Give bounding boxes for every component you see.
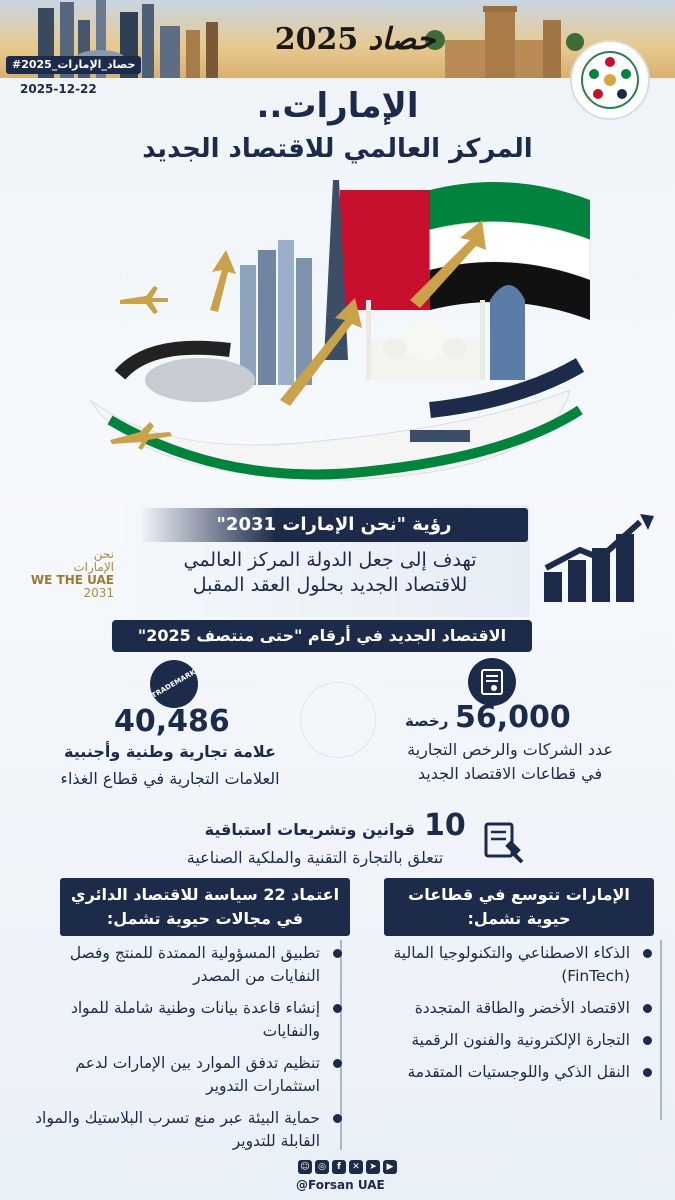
youtube-icon[interactable]: ▶ [383, 1160, 397, 1174]
vision-line-1: تهدف إلى جعل الدولة المركز العالمي [183, 549, 477, 571]
vision-heading: رؤية "نحن الإمارات 2031" [140, 508, 528, 542]
telegram-icon[interactable]: ➤ [366, 1160, 380, 1174]
instagram-icon[interactable]: ◎ [315, 1160, 329, 1174]
list-item: إنشاء قاعدة بيانات وطنية شاملة للمواد والنفايات [20, 997, 342, 1043]
cargo-ship-icon [410, 430, 470, 442]
left-column-heading [60, 878, 350, 936]
left-heading-line-2: في مجالات حيوية تشمل: [106, 909, 304, 928]
vision-line-2: للاقتصاد الجديد بحلول العقد المقبل [192, 574, 468, 596]
list-item: الذكاء الاصطناعي والتكنولوجيا المالية (FinTech) [352, 942, 652, 988]
snapchat-icon[interactable]: ☺ [298, 1160, 312, 1174]
dome-illustration [145, 358, 255, 402]
hero-illustration [50, 170, 610, 500]
laws-label: قوانين وتشريعات استباقية [204, 820, 415, 839]
left-heading-line-1: اعتماد 22 سياسة للاقتصاد الدائري [70, 885, 340, 904]
list-item: النقل الذكي واللوجستيات المتقدمة [352, 1061, 652, 1084]
trademark-icon-label: TRADEMARK [150, 668, 198, 700]
laws-desc: تتعلق بالتجارة التقنية والملكية الصناعية [186, 848, 444, 867]
trademarks-label: علامة تجارية وطنية وأجنبية [64, 742, 276, 761]
right-heading-line-1: الإمارات تتوسع في قطاعات [408, 885, 630, 904]
growth-chart-icon [540, 512, 660, 604]
hashtag-label: #حصاد_الإمارات_2025 [6, 56, 141, 74]
banner-title-year: 2025 [274, 21, 359, 57]
banner-title-text: حصاد [368, 21, 436, 57]
right-heading-line-2: حيوية تشمل: [467, 909, 571, 928]
list-item: تطبيق المسؤولية الممتدة للمنتج وفصل النفايات من المصدر [20, 942, 342, 988]
publish-date: 2025-12-22 [20, 82, 97, 96]
licenses-desc [360, 738, 660, 786]
x-icon[interactable]: ✕ [349, 1160, 363, 1174]
certificate-icon [468, 658, 516, 706]
legislation-icon [480, 818, 528, 866]
left-column-list [20, 942, 342, 1162]
list-item: تنظيم تدفق الموارد بين الإمارات لدعم استثمارات التدوير [20, 1052, 342, 1098]
mosque-illustration [366, 300, 485, 380]
licenses-unit: رخصة [405, 712, 449, 730]
facebook-icon[interactable]: f [332, 1160, 346, 1174]
list-item: التجارة الإلكترونية والفنون الرقمية [352, 1029, 652, 1052]
licenses-value: 56,000 [455, 700, 571, 735]
right-column-divider [660, 940, 662, 1120]
licenses-desc-1: عدد الشركات والرخص التجارية [407, 740, 613, 759]
numbers-heading: الاقتصاد الجديد في أرقام "حتى منتصف 2025" [112, 620, 532, 652]
banner-title [250, 14, 460, 64]
trademarks-desc: العلامات التجارية في قطاع الغذاء [60, 769, 280, 788]
right-column-list [352, 942, 652, 1093]
vision-text [130, 548, 530, 598]
watermark-emblem [300, 682, 376, 758]
list-item: حماية البيئة عبر منع تسرب البلاستيك والمواد القابلة للتدوير [20, 1107, 342, 1153]
trademark-icon [150, 660, 198, 708]
brand-year: 2031 [83, 586, 114, 600]
brand-ar-1: نحن [93, 547, 114, 561]
list-item: الاقتصاد الأخضر والطاقة المتجددة [352, 997, 652, 1020]
right-column-heading [384, 878, 654, 936]
licenses-desc-2: في قطاعات الاقتصاد الجديد [417, 764, 603, 783]
page-subtitle: المركز العالمي للاقتصاد الجديد [142, 134, 533, 164]
page-title: الإمارات.. [256, 86, 419, 126]
we-the-uae-logo [14, 548, 114, 618]
social-icons [298, 1160, 397, 1176]
social-handle[interactable]: @Forsan UAE [296, 1178, 385, 1192]
brand-en: WE THE UAE [30, 573, 114, 587]
brand-ar-2: الإمارات [73, 560, 114, 574]
trademarks-value: 40,486 [114, 704, 230, 739]
laws-value: 10 [424, 808, 466, 843]
